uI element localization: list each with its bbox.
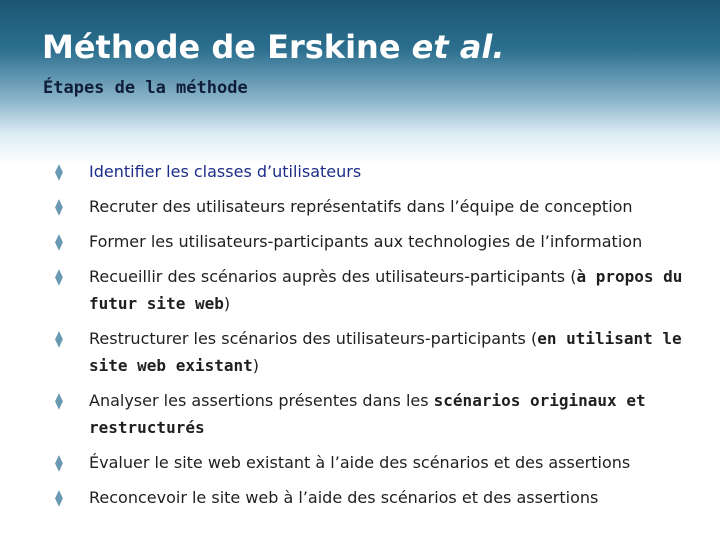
- diamond-bullet-icon: ⧫: [55, 329, 63, 348]
- bullet-text-pre: Analyser les assertions présentes dans les: [89, 391, 434, 410]
- bullet-text-post: ): [252, 356, 260, 375]
- bullet-text: Identifier les classes d’utilisateurs: [89, 162, 362, 181]
- bullet-item-5: [55, 325, 685, 379]
- bullet-item-1: [55, 158, 685, 185]
- diamond-bullet-icon: ⧫: [55, 267, 63, 286]
- bullet-text-post: ): [223, 294, 231, 313]
- bullet-text: Former les utilisateurs-participants aux technologies de l’information: [89, 232, 643, 251]
- bullet-text: Évaluer le site web existant à l’aide des scénarios et des assertions: [89, 453, 631, 472]
- slide-title-italic: et al.: [411, 28, 505, 66]
- bullet-text: Recruter des utilisateurs représentatifs dans l’équipe de conception: [89, 197, 633, 216]
- slide-title: [42, 28, 505, 66]
- diamond-bullet-icon: ⧫: [55, 232, 63, 251]
- bullet-item-3: [55, 228, 685, 255]
- bullet-text-pre: Recueillir des scénarios auprès des utilisateurs-participants (: [89, 267, 577, 286]
- bullet-item-8: [55, 484, 685, 511]
- diamond-bullet-icon: ⧫: [55, 453, 63, 472]
- bullet-text-bold: en utilisant le site web existant: [89, 329, 682, 375]
- bullet-text-bold: scénarios originaux et restructurés: [89, 391, 646, 437]
- slide-title-main: Méthode de Erskine: [42, 28, 412, 66]
- bullet-item-7: [55, 449, 685, 476]
- slide-subtitle: Étapes de la méthode: [43, 78, 248, 98]
- bullet-text: Reconcevoir le site web à l’aide des scénarios et des assertions: [89, 488, 599, 507]
- diamond-bullet-icon: ⧫: [55, 162, 63, 181]
- bullet-item-2: [55, 193, 685, 220]
- diamond-bullet-icon: ⧫: [55, 488, 63, 507]
- diamond-bullet-icon: ⧫: [55, 197, 63, 216]
- bullet-text-bold: à propos du futur site web: [89, 267, 683, 313]
- bullet-text-pre: Restructurer les scénarios des utilisateurs-participants (: [89, 329, 538, 348]
- bullet-item-6: [55, 387, 685, 441]
- diamond-bullet-icon: ⧫: [55, 391, 63, 410]
- bullet-item-4: [55, 263, 685, 317]
- bullet-list: [55, 158, 685, 519]
